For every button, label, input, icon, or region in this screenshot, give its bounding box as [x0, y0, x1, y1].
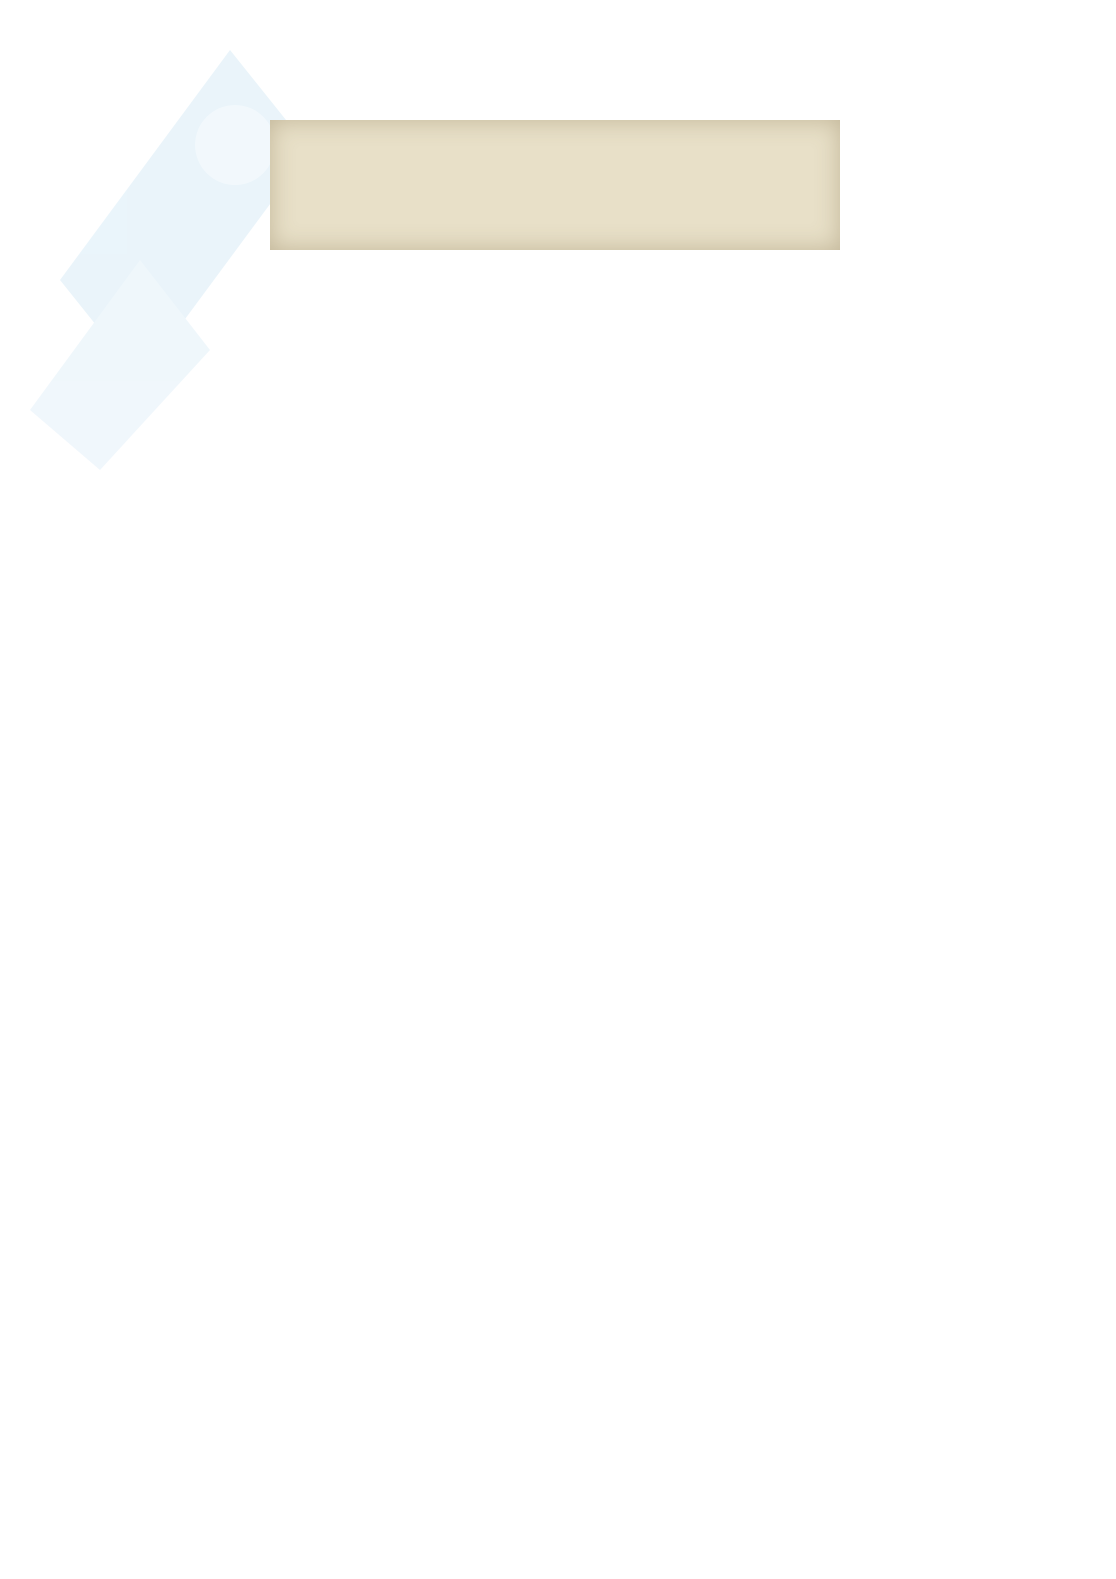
document-page	[108, 106, 1008, 270]
quote-scan-image	[270, 120, 840, 250]
